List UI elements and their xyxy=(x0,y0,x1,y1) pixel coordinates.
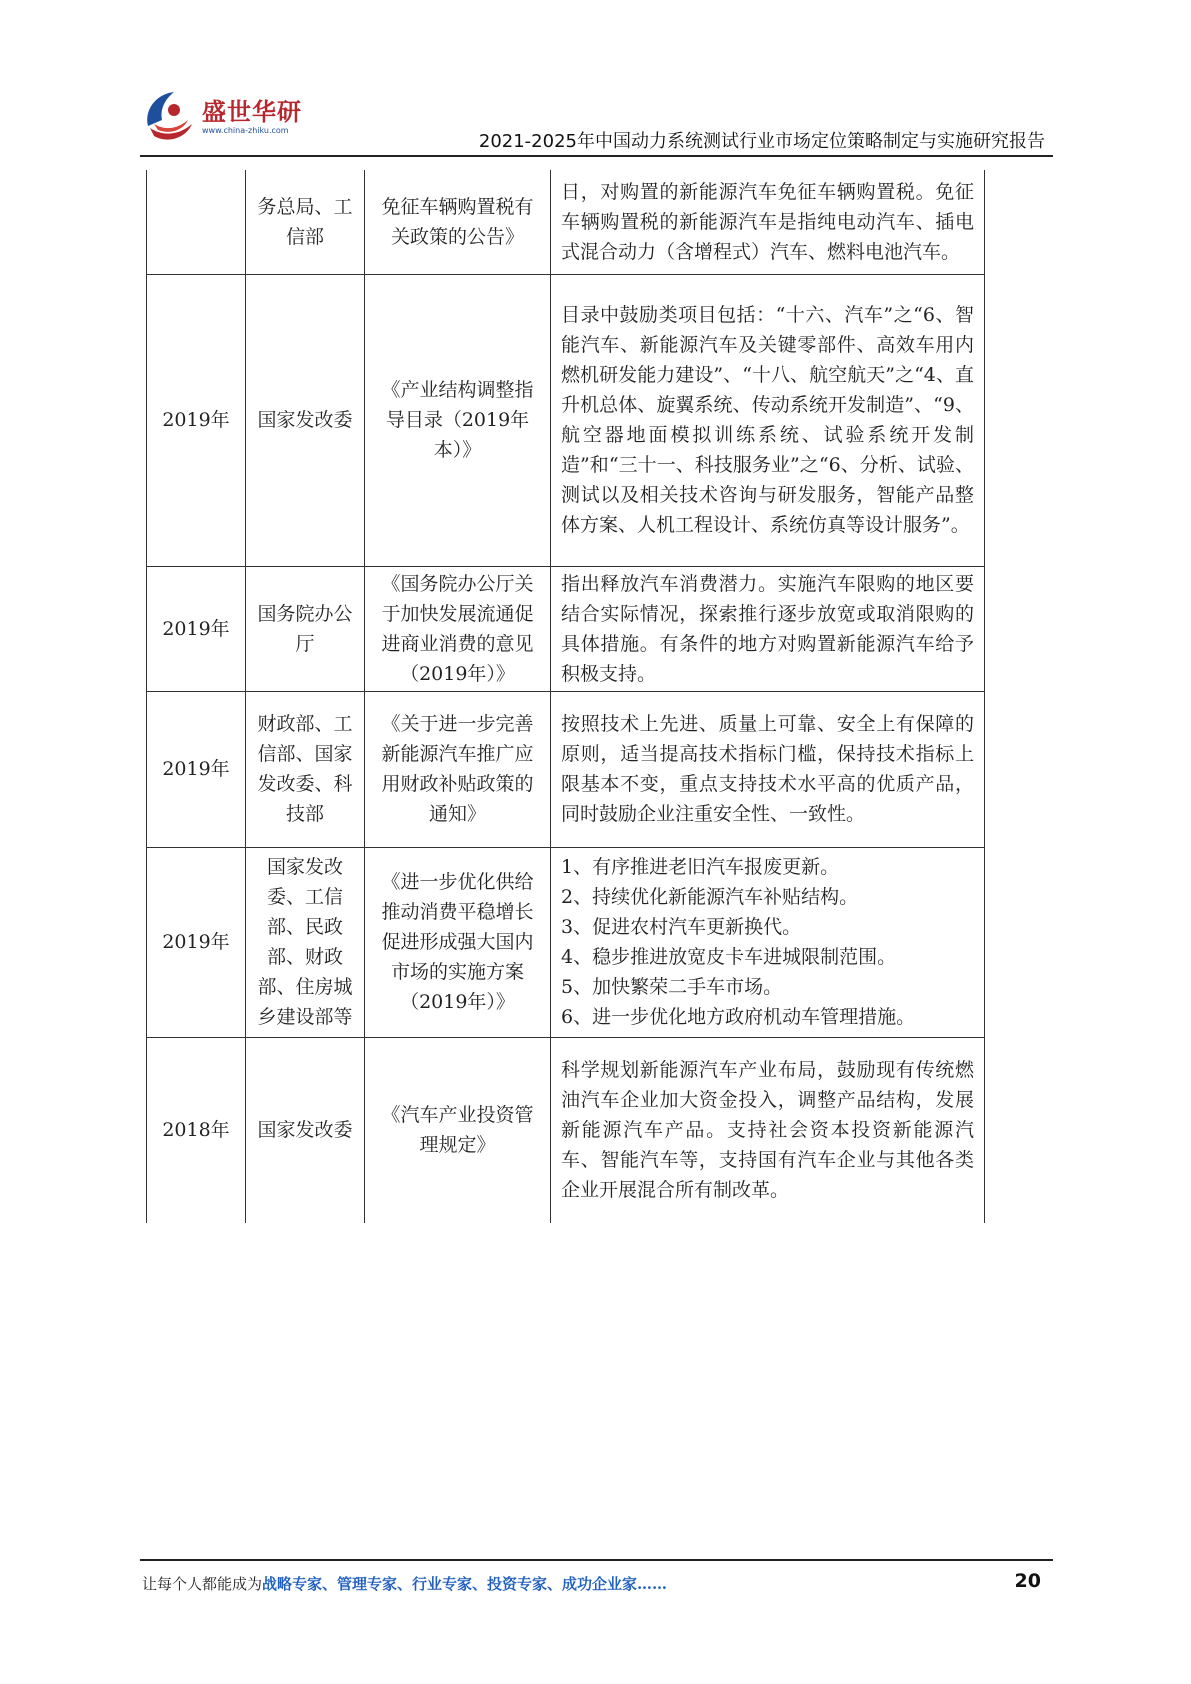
year-cell: 2019年 xyxy=(147,274,246,566)
slogan-prefix: 让每个人都能成为 xyxy=(142,1575,263,1593)
company-logo xyxy=(140,84,340,150)
slogan-highlight: 战略专家、管理专家、行业专家、投资专家、成功企业家…… xyxy=(262,1575,668,1593)
content-cell: 日，对购置的新能源汽车免征车辆购置税。免征车辆购置税的新能源汽车是指纯电动汽车、插电式混合动力（含增程式）汽车、燃料电池汽车。 xyxy=(551,170,985,274)
list-item: 6、进一步优化地方政府机动车管理措施。 xyxy=(561,1006,916,1028)
table-row xyxy=(147,170,985,274)
table-row xyxy=(147,274,985,566)
logo-emblem-icon xyxy=(140,84,204,150)
content-cell: 目录中鼓励类项目包括：“十六、汽车”之“6、智能汽车、新能源汽车及关键零部件、高效车用内燃机研发能力建设”、“十八、航空航天”之“4、直升机总体、旋翼系统、传动系统开发制造”、“9、航空器地面模拟训练系统、试验系统开发制造”和“三十一、科技服务业”之“6、分析、试验、测试以及相关技术咨询与研发服务，智能产品整体方案、人机工程设计、系统仿真等设计服务”。 xyxy=(551,274,985,566)
department-cell: 财政部、工信部、国家发改委、科技部 xyxy=(246,691,365,847)
content-cell: 指出释放汽车消费潜力。实施汽车限购的地区要结合实际情况，探索推行逐步放宽或取消限购的具体措施。有条件的地方对购置新能源汽车给予积极支持。 xyxy=(551,566,985,691)
document-cell: 《关于进一步完善新能源汽车推广应用财政补贴政策的通知》 xyxy=(365,691,551,847)
document-cell: 《国务院办公厅关于加快发展流通促进商业消费的意见（2019年）》 xyxy=(365,566,551,691)
year-cell: 2019年 xyxy=(147,566,246,691)
year-cell: 2019年 xyxy=(147,847,246,1037)
year-cell: 2019年 xyxy=(147,691,246,847)
document-cell: 《产业结构调整指导目录（2019年本）》 xyxy=(365,274,551,566)
document-cell: 免征车辆购置税有关政策的公告》 xyxy=(365,170,551,274)
content-cell: 按照技术上先进、质量上可靠、安全上有保障的原则，适当提高技术指标门槛，保持技术指标上限基本不变，重点支持技术水平高的优质产品，同时鼓励企业注重安全性、一致性。 xyxy=(551,691,985,847)
content-cell: 科学规划新能源汽车产业布局，鼓励现有传统燃油汽车企业加大资金投入，调整产品结构，发展新能源汽车产品。支持社会资本投资新能源汽车、智能汽车等，支持国有汽车企业与其他各类企业开展混合所有制改革。 xyxy=(551,1037,985,1223)
footer-divider xyxy=(140,1559,1053,1561)
content-list-cell xyxy=(551,847,985,1037)
footer-slogan xyxy=(142,1573,667,1594)
list-item: 3、促进农村汽车更新换代。 xyxy=(561,916,802,938)
list-item: 1、有序推进老旧汽车报废更新。 xyxy=(561,856,840,878)
table-row xyxy=(147,566,985,691)
list-item: 5、加快繁荣二手车市场。 xyxy=(561,976,783,998)
list-item: 4、稳步推进放宽皮卡车进城限制范围。 xyxy=(561,946,897,968)
page-number: 20 xyxy=(1014,1570,1041,1592)
header-divider xyxy=(140,155,1053,157)
logo-name: 盛世华研 xyxy=(202,98,302,126)
table-row xyxy=(147,691,985,847)
table-row xyxy=(147,847,985,1037)
page-header xyxy=(0,0,1191,160)
document-cell: 《汽车产业投资管理规定》 xyxy=(365,1037,551,1223)
logo-url: www.china-zhiku.com xyxy=(202,126,289,135)
year-cell: 2018年 xyxy=(147,1037,246,1223)
department-cell: 国务院办公厅 xyxy=(246,566,365,691)
department-cell: 务总局、工信部 xyxy=(246,170,365,274)
department-cell: 国家发改委、工信部、民政部、财政部、住房城乡建设部等 xyxy=(246,847,365,1037)
table-row xyxy=(147,1037,985,1223)
department-cell: 国家发改委 xyxy=(246,1037,365,1223)
year-cell xyxy=(147,170,246,274)
department-cell: 国家发改委 xyxy=(246,274,365,566)
document-cell: 《进一步优化供给推动消费平稳增长促进形成强大国内市场的实施方案（2019年）》 xyxy=(365,847,551,1037)
policy-table xyxy=(146,170,985,1223)
report-title: 2021-2025年中国动力系统测试行业市场定位策略制定与实施研究报告 xyxy=(478,131,1045,152)
list-item: 2、持续优化新能源汽车补贴结构。 xyxy=(561,886,859,908)
